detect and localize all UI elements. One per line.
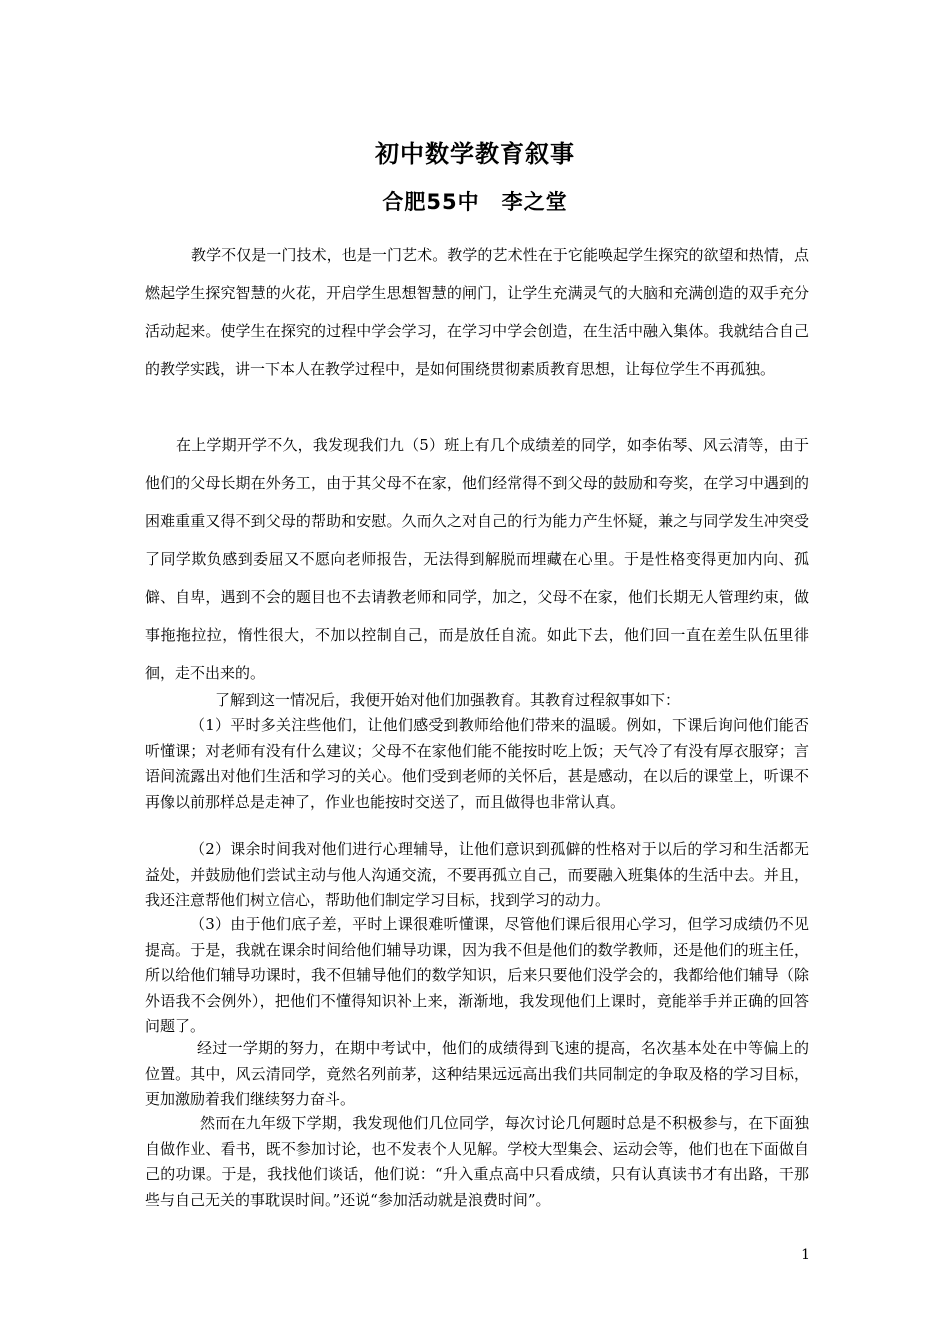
author-line: 合肥55中 李之堂	[382, 190, 568, 214]
paragraph-step-3: （3）由于他们底子差，平时上课很难听懂课，尽管他们课后很用心学习，但学习成绩仍不见提高。于是，我就在课余时间给他们辅导功课，因为我不但是他们的数学教师，还是他们的班主任，所以给他们辅导功课时，我不但辅导他们的数学知识，后来只要他们没学会的，我都给他们辅导（除外语我不会例外），把他们不懂得知识补上来，渐渐地，我发现他们上课时，竟能举手并正确的回答问题了。	[145, 915, 809, 1035]
paragraph-result: 经过一学期的努力，在期中考试中，他们的成绩得到飞速的提高，名次基本处在中等偏上的位置。其中，风云清同学，竟然名列前茅，这种结果远远高出我们共同制定的争取及格的学习目标，更加激励着我们继续努力奋斗。	[145, 1039, 809, 1108]
paragraph-step-2: （2）课余时间我对他们进行心理辅导，让他们意识到孤僻的性格对于以后的学习和生活都无益处，并鼓励他们尝试主动与他人沟通交流，不要再孤立自己，而要融入班集体的生活中去。并且，我还注意帮他们树立信心，帮助他们制定学习目标，找到学习的动力。	[145, 840, 809, 909]
paragraph-background: 在上学期开学不久，我发现我们九（5）班上有几个成绩差的同学，如李佑琴、风云清等，由于他们的父母长期在外务工，由于其父母不在家，他们经常得不到父母的鼓励和夸奖，在学习中遇到的困难重重又得不到父母的帮助和安慰。久而久之对自己的行为能力产生怀疑，兼之与同学发生冲突受了同学欺负感到委屈又不愿向老师报告，无法得到解脱而埋藏在心里。于是性格变得更加内向、孤僻、自卑，遇到不会的题目也不去请教老师和同学，加之，父母不在家，他们长期无人管理约束，做事拖拖拉拉，惰性很大，不加以控制自己，而是放任自流。如此下去，他们回一直在差生队伍里徘徊，走不出来的。	[145, 436, 809, 682]
paragraph-new-problem: 然而在九年级下学期，我发现他们几位同学，每次讨论几何题时总是不积极参与，在下面独自做作业、看书，既不参加讨论，也不发表个人见解。学校大型集会、运动会等，他们也在下面做自己的功课。于是，我找他们谈话，他们说：“升入重点高中只看成绩，只有认真读书才有出路，干那些与自己无关的事耽误时间。”还说“参加活动就是浪费时间”。	[145, 1114, 809, 1209]
paragraph-intro: 教学不仅是一门技术，也是一门艺术。教学的艺术性在于它能唤起学生探究的欲望和热情，点燃起学生探究智慧的火花，开启学生思想智慧的闸门，让学生充满灵气的大脑和充满创造的双手充分活动起来。使学生在探究的过程中学会学习，在学习中学会创造，在生活中融入集体。我就结合自己的教学实践，讲一下本人在教学过程中，是如何围绕贯彻素质教育思想，让每位学生不再孤独。	[145, 246, 809, 378]
paragraph-process-intro: 了解到这一情况后，我便开始对他们加强教育。其教育过程叙事如下：	[215, 691, 681, 709]
paragraph-step-1: （1）平时多关注些他们，让他们感受到教师给他们带来的温暖。例如，下课后询问他们能否听懂课；对老师有没有什么建议；父母不在家他们能不能按时吃上饭；天气冷了有没有厚衣服穿；言语间流露出对他们生活和学习的关心。他们受到老师的关怀后，甚是感动，在以后的课堂上，听课不再像以前那样总是走神了，作业也能按时交送了，而且做得也非常认真。	[145, 716, 809, 811]
page-number: 1	[801, 1247, 810, 1263]
document-title: 初中数学教育叙事	[375, 140, 575, 168]
